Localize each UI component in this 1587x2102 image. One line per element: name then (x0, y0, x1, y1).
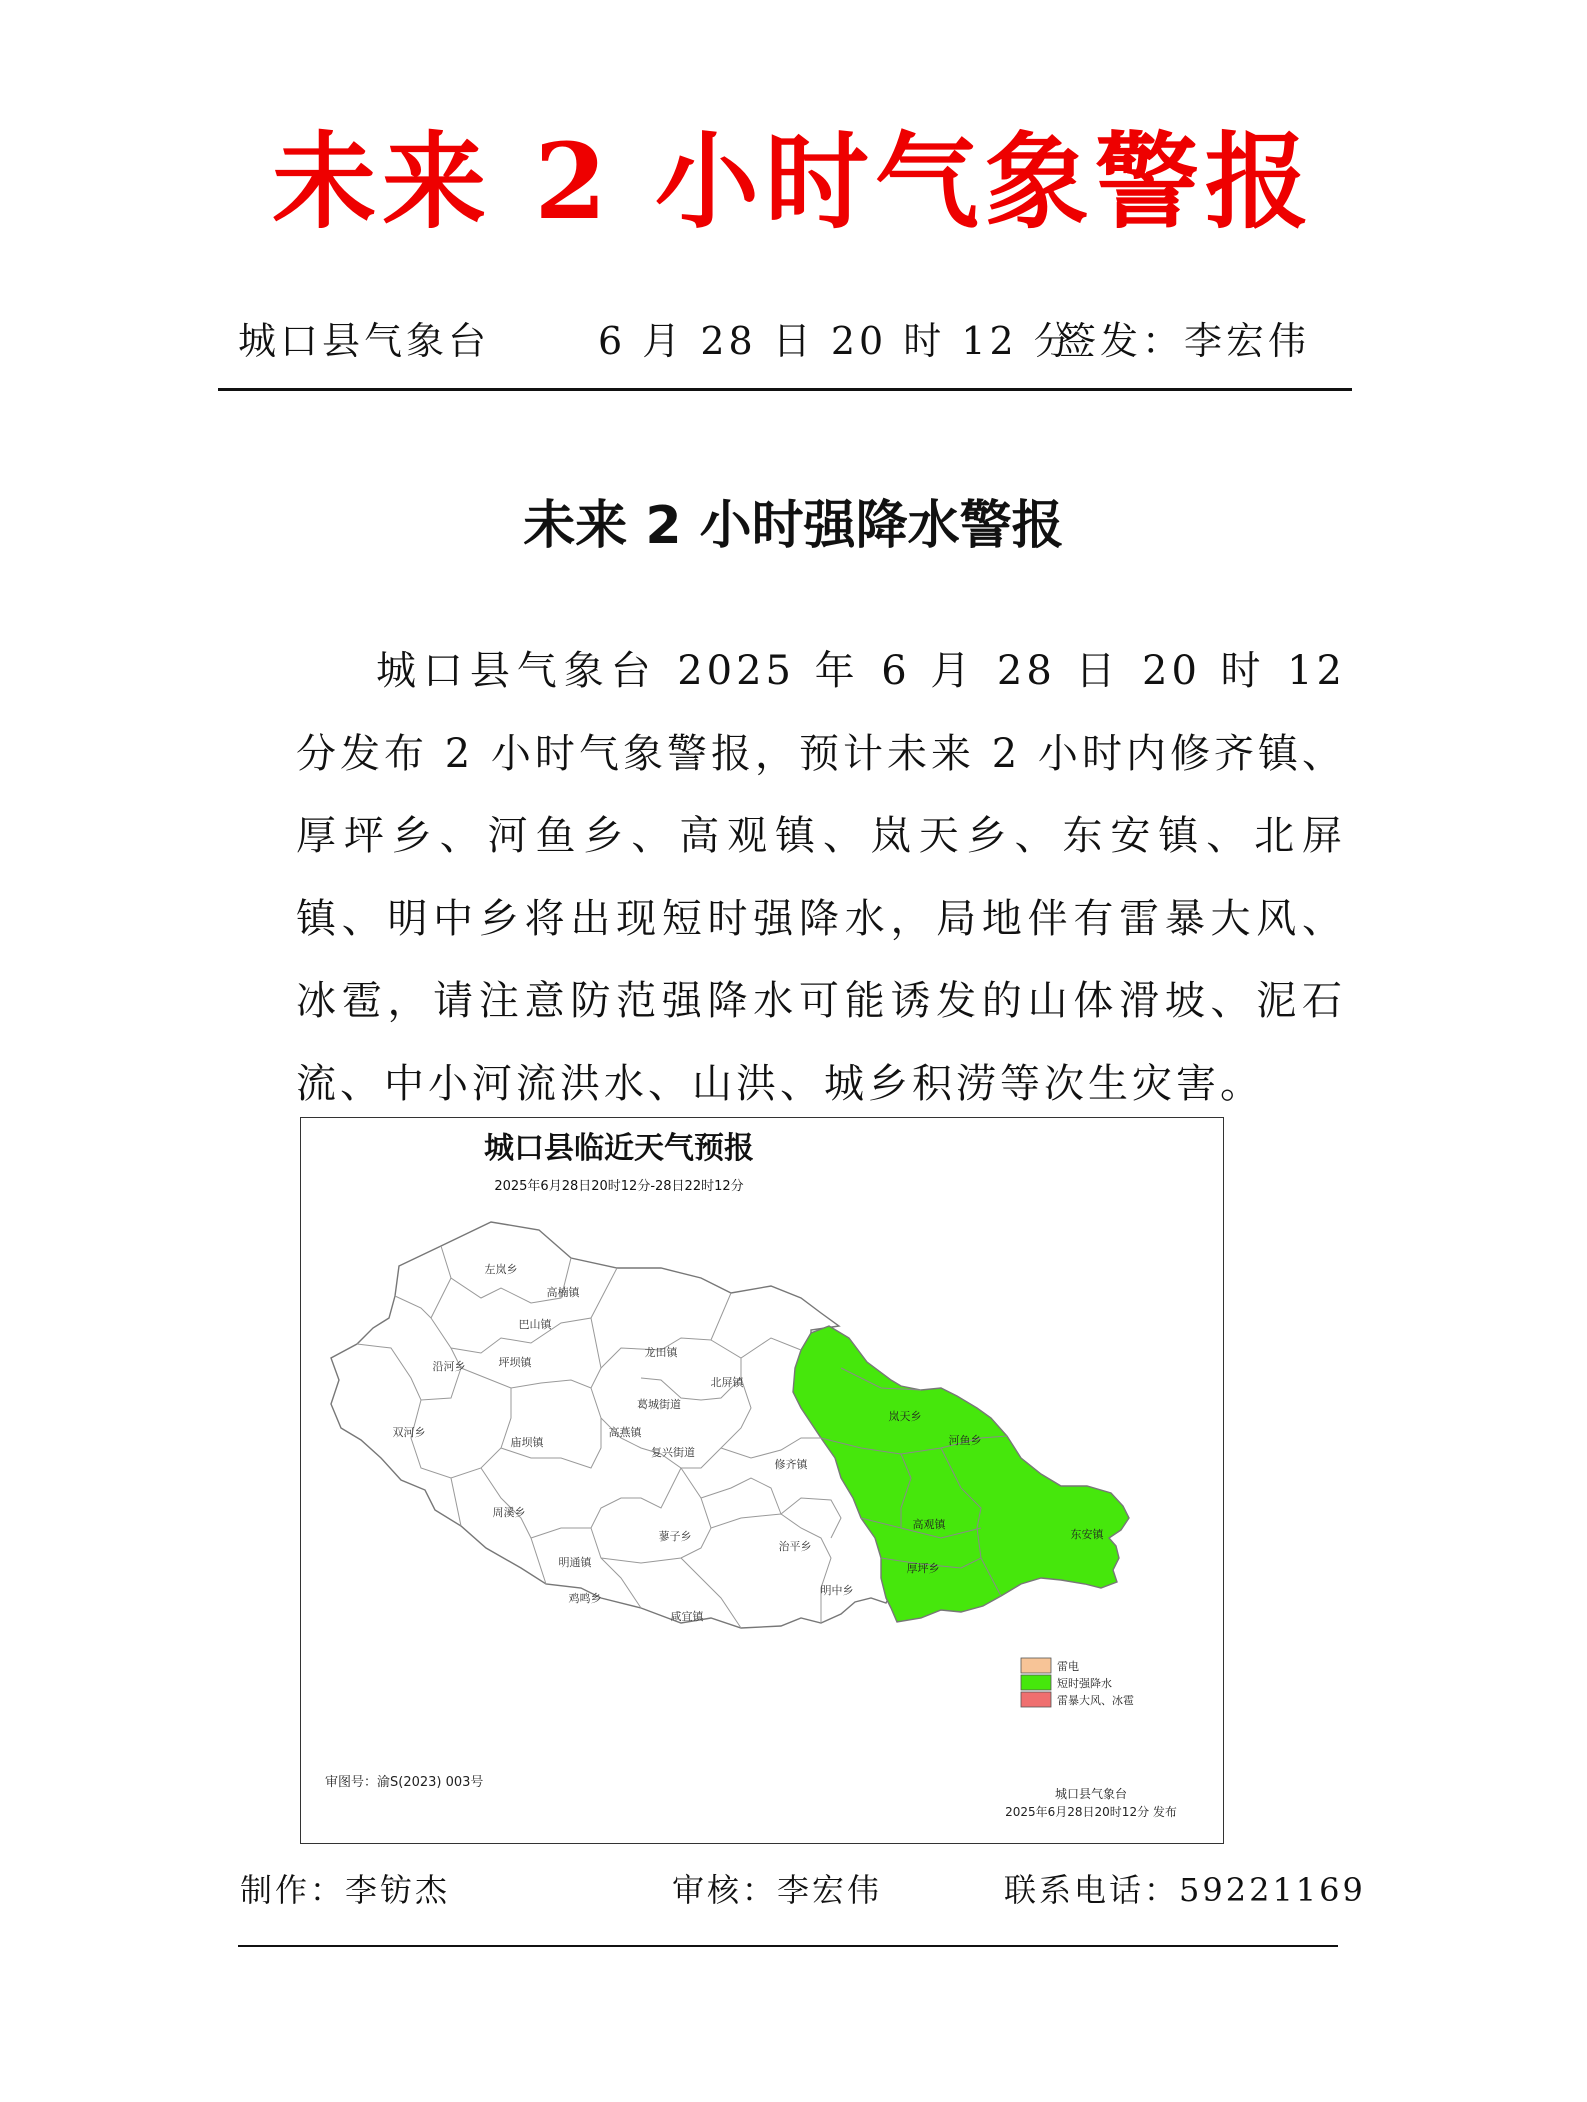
label-lantian: 岚天乡 (888, 1410, 922, 1423)
label-mingzhong: 明中乡 (820, 1584, 854, 1597)
footer-rule (238, 1945, 1338, 1947)
label-shuanghe: 双河乡 (392, 1426, 426, 1439)
label-beiping: 北屏镇 (710, 1376, 744, 1389)
label-gaoyan: 高燕镇 (608, 1426, 642, 1439)
label-jiming: 鸡鸣乡 (568, 1592, 602, 1605)
legend-swatch-wind-hail (1021, 1692, 1051, 1707)
label-pingba: 坪坝镇 (498, 1356, 532, 1369)
header-rule (218, 388, 1352, 391)
label-dongan: 东安镇 (1070, 1528, 1104, 1541)
main-title: 未来 2 小时气象警报 (272, 120, 1315, 243)
label-zhouxi: 周溪乡 (492, 1506, 526, 1519)
label-bashan: 巴山镇 (518, 1318, 552, 1331)
map-publisher: 城口县气象台 (1054, 1787, 1128, 1801)
map-figure (301, 1118, 1223, 1843)
warning-body: 城口县气象台 2025 年 6 月 28 日 20 时 12 分发布 2 小时气象警报，预计未来 2 小时内修齐镇、厚坪乡、河鱼乡、高观镇、岚天乡、东安镇、北屏镇、明中乡将出现短时强降水，局地伴有雷暴大风、冰雹，请注意防范强降水可能诱发的山体滑坡、泥石流、中小河流洪水、山洪、城乡积涝等次生灾害。 (296, 648, 1346, 1107)
legend-label-wind-hail: 雷暴大风、冰雹 (1057, 1694, 1134, 1707)
contact-phone: 联系电话：59221169 (1004, 1871, 1366, 1909)
label-zuolan: 左岚乡 (484, 1263, 518, 1276)
label-fuxing: 复兴街道 (651, 1446, 695, 1459)
producer: 制作：李钫杰 (240, 1871, 451, 1909)
legend-label-rain: 短时强降水 (1057, 1677, 1112, 1690)
forecast-map (300, 1117, 1224, 1844)
label-xiuqi: 修齐镇 (774, 1458, 808, 1471)
label-longtian: 龙田镇 (644, 1346, 678, 1359)
map-publish-time: 2025年6月28日20时12分 发布 (1005, 1805, 1177, 1819)
label-yanhe: 沿河乡 (432, 1360, 466, 1373)
reviewer: 审核：李宏伟 (672, 1871, 883, 1909)
map-period: 2025年6月28日20时12分-28日22时12分 (494, 1179, 744, 1194)
label-mingtong: 明通镇 (558, 1556, 592, 1569)
label-houping: 厚坪乡 (906, 1562, 940, 1575)
label-gecheng: 葛城街道 (637, 1398, 681, 1411)
label-gaonan: 高楠镇 (546, 1286, 580, 1299)
label-zhiping: 治平乡 (778, 1540, 812, 1553)
warning-title: 未来 2 小时强降水警报 (523, 496, 1064, 556)
label-gaoguan: 高观镇 (912, 1518, 946, 1531)
issuer: 城口县气象台 (238, 319, 491, 363)
legend (1021, 1658, 1134, 1707)
issue-datetime: 6 月 28 日 20 时 12 分 (598, 319, 1076, 363)
legend-swatch-thunder (1021, 1658, 1051, 1673)
approval-number: 审图号：渝S(2023) 003号 (325, 1775, 484, 1790)
label-xianyi: 咸宜镇 (670, 1610, 704, 1623)
map-title: 城口县临近天气预报 (484, 1131, 754, 1166)
label-liaozi: 蓼子乡 (658, 1530, 692, 1543)
legend-label-thunder: 雷电 (1057, 1660, 1079, 1673)
signer: 签发：李宏伟 (1058, 319, 1311, 363)
label-heyu: 河鱼乡 (948, 1434, 982, 1447)
label-miaoba: 庙坝镇 (510, 1436, 544, 1449)
legend-swatch-rain (1021, 1675, 1051, 1690)
